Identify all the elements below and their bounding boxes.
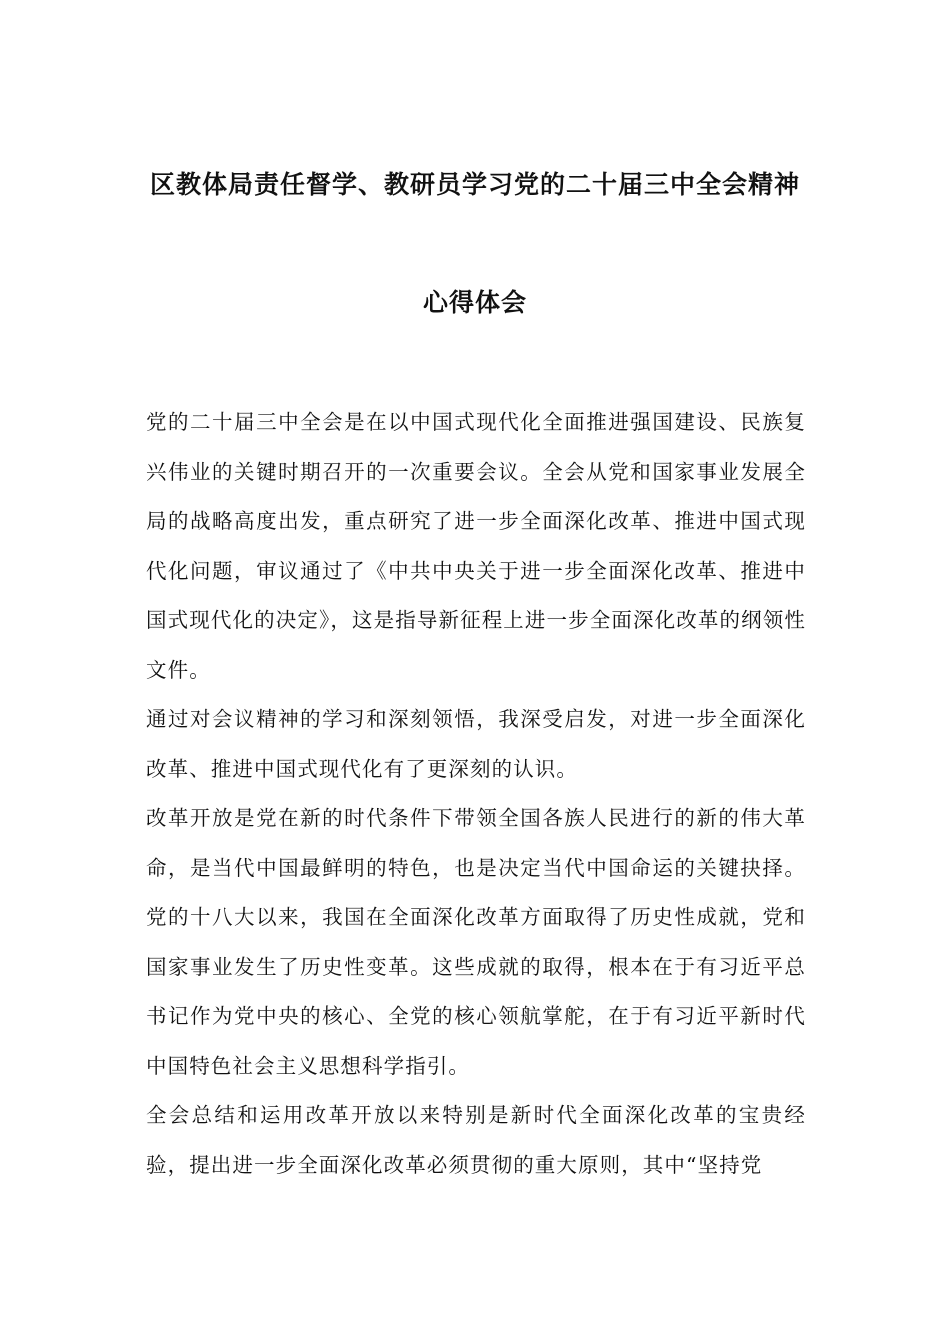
document-body (146, 398, 806, 1190)
paragraph-4: 全会总结和运用改革开放以来特别是新时代全面深化改革的宝贵经验，提出进一步全面深化改革必须贯彻的重大原则，其中“坚持党 (146, 1103, 806, 1177)
paragraph-1: 党的二十届三中全会是在以中国式现代化全面推进强国建设、民族复兴伟业的关键时期召开的一次重要会议。全会从党和国家事业发展全局的战略高度出发，重点研究了进一步全面深化改革、推进中国式现代化问题，审议通过了《中共中央关于进一步全面深化改革、推进中国式现代化的决定》，这是指导新征程上进一步全面深化改革的纲领性文件。 (146, 410, 806, 682)
document-title-line-2: 心得体会 (422, 288, 527, 317)
paragraph-2: 通过对会议精神的学习和深刻领悟，我深受启发，对进一步全面深化改革、推进中国式现代化有了更深刻的认识。 (146, 707, 806, 781)
document-title-line-1: 区教体局责任督学、教研员学习党的二十届三中全会精神 (149, 170, 800, 199)
paragraph-3: 改革开放是党在新的时代条件下带领全国各族人民进行的新的伟大革命，是当代中国最鲜明的特色，也是决定当代中国命运的关键抉择。党的十八大以来，我国在全面深化改革方面取得了历史性成就，党和国家事业发生了历史性变革。这些成就的取得，根本在于有习近平总书记作为党中央的核心、全党的核心领航掌舵，在于有习近平新时代中国特色社会主义思想科学指引。 (146, 806, 806, 1078)
